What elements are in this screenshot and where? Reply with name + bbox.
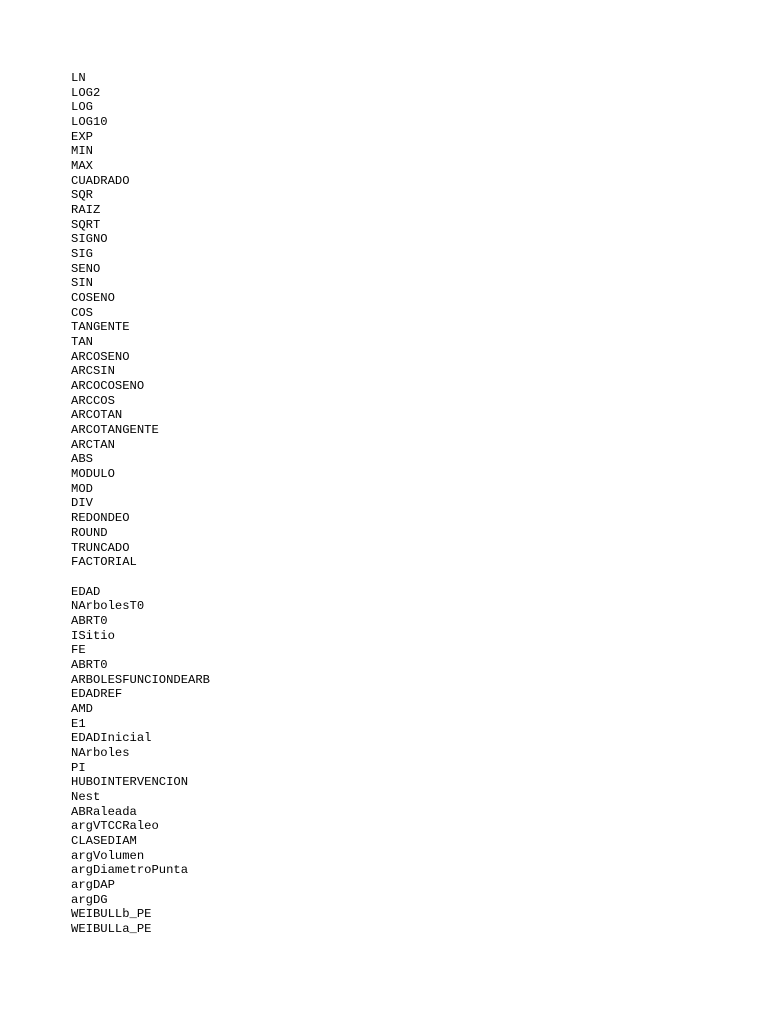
variable-name-item: ARBOLESFUNCIONDEARB (71, 672, 210, 687)
variable-name-item: argDiametroPunta (71, 863, 189, 878)
function-name-item: COS (71, 305, 93, 320)
variable-name-item: WEIBULLa_PE (71, 921, 152, 936)
variable-name-item: PI (71, 760, 86, 775)
variable-name-item: EDADREF (71, 687, 123, 702)
function-name-item: MOD (71, 481, 93, 496)
variable-name-item: ABRT0 (71, 657, 108, 672)
variable-name-item: argDAP (71, 877, 115, 892)
function-name-item: MIN (71, 144, 93, 159)
function-name-item: LOG2 (71, 85, 101, 100)
variable-name-item: ABRT0 (71, 613, 108, 628)
variable-name-item: argVolumen (71, 848, 145, 863)
variable-name-item: EDADInicial (71, 731, 152, 746)
variable-name-item: EDAD (71, 584, 101, 599)
function-name-item: ARCTAN (71, 437, 115, 452)
variable-name-item: argVTCCRaleo (71, 819, 159, 834)
functions-list (71, 71, 210, 570)
function-name-item: ARCOTAN (71, 408, 123, 423)
function-name-item: SENO (71, 261, 101, 276)
document-page (71, 71, 210, 937)
variable-name-item: Nest (71, 789, 101, 804)
variable-name-item: HUBOINTERVENCION (71, 775, 189, 790)
function-name-item: SIN (71, 276, 93, 291)
function-name-item: EXP (71, 129, 93, 144)
section-gap (71, 570, 210, 585)
function-name-item: ABS (71, 452, 93, 467)
variable-name-item: AMD (71, 701, 93, 716)
function-name-item: RAIZ (71, 203, 101, 218)
variable-name-item: NArbolesT0 (71, 599, 145, 614)
function-name-item: TAN (71, 335, 93, 350)
function-name-item: MAX (71, 159, 93, 174)
function-name-item: CUADRADO (71, 173, 130, 188)
variable-name-item: WEIBULLb_PE (71, 907, 152, 922)
variable-name-item: ISitio (71, 628, 115, 643)
function-name-item: MODULO (71, 467, 115, 482)
function-name-item: LN (71, 71, 86, 85)
function-name-item: ROUND (71, 525, 108, 540)
function-name-item: FACTORIAL (71, 555, 137, 570)
function-name-item: SIGNO (71, 232, 108, 247)
function-name-item: ARCOTANGENTE (71, 423, 159, 438)
function-name-item: DIV (71, 496, 93, 511)
function-name-item: ARCSIN (71, 364, 115, 379)
function-name-item: ARCCOS (71, 393, 115, 408)
variable-name-item: NArboles (71, 745, 130, 760)
variable-name-item: argDG (71, 892, 108, 907)
function-name-item: COSENO (71, 291, 115, 306)
variable-name-item: FE (71, 643, 86, 658)
function-name-item: SQR (71, 188, 93, 203)
variable-name-item: CLASEDIAM (71, 833, 137, 848)
function-name-item: LOG10 (71, 115, 108, 130)
variable-name-item: ABRaleada (71, 804, 137, 819)
function-name-item: TRUNCADO (71, 540, 130, 555)
variable-name-item: E1 (71, 716, 86, 731)
function-name-item: ARCOCOSENO (71, 379, 145, 394)
function-name-item: SIG (71, 247, 93, 262)
function-name-item: REDONDEO (71, 511, 130, 526)
function-name-item: TANGENTE (71, 320, 130, 335)
function-name-item: ARCOSENO (71, 349, 130, 364)
function-name-item: LOG (71, 100, 93, 115)
function-name-item: SQRT (71, 217, 101, 232)
variables-list (71, 585, 210, 937)
